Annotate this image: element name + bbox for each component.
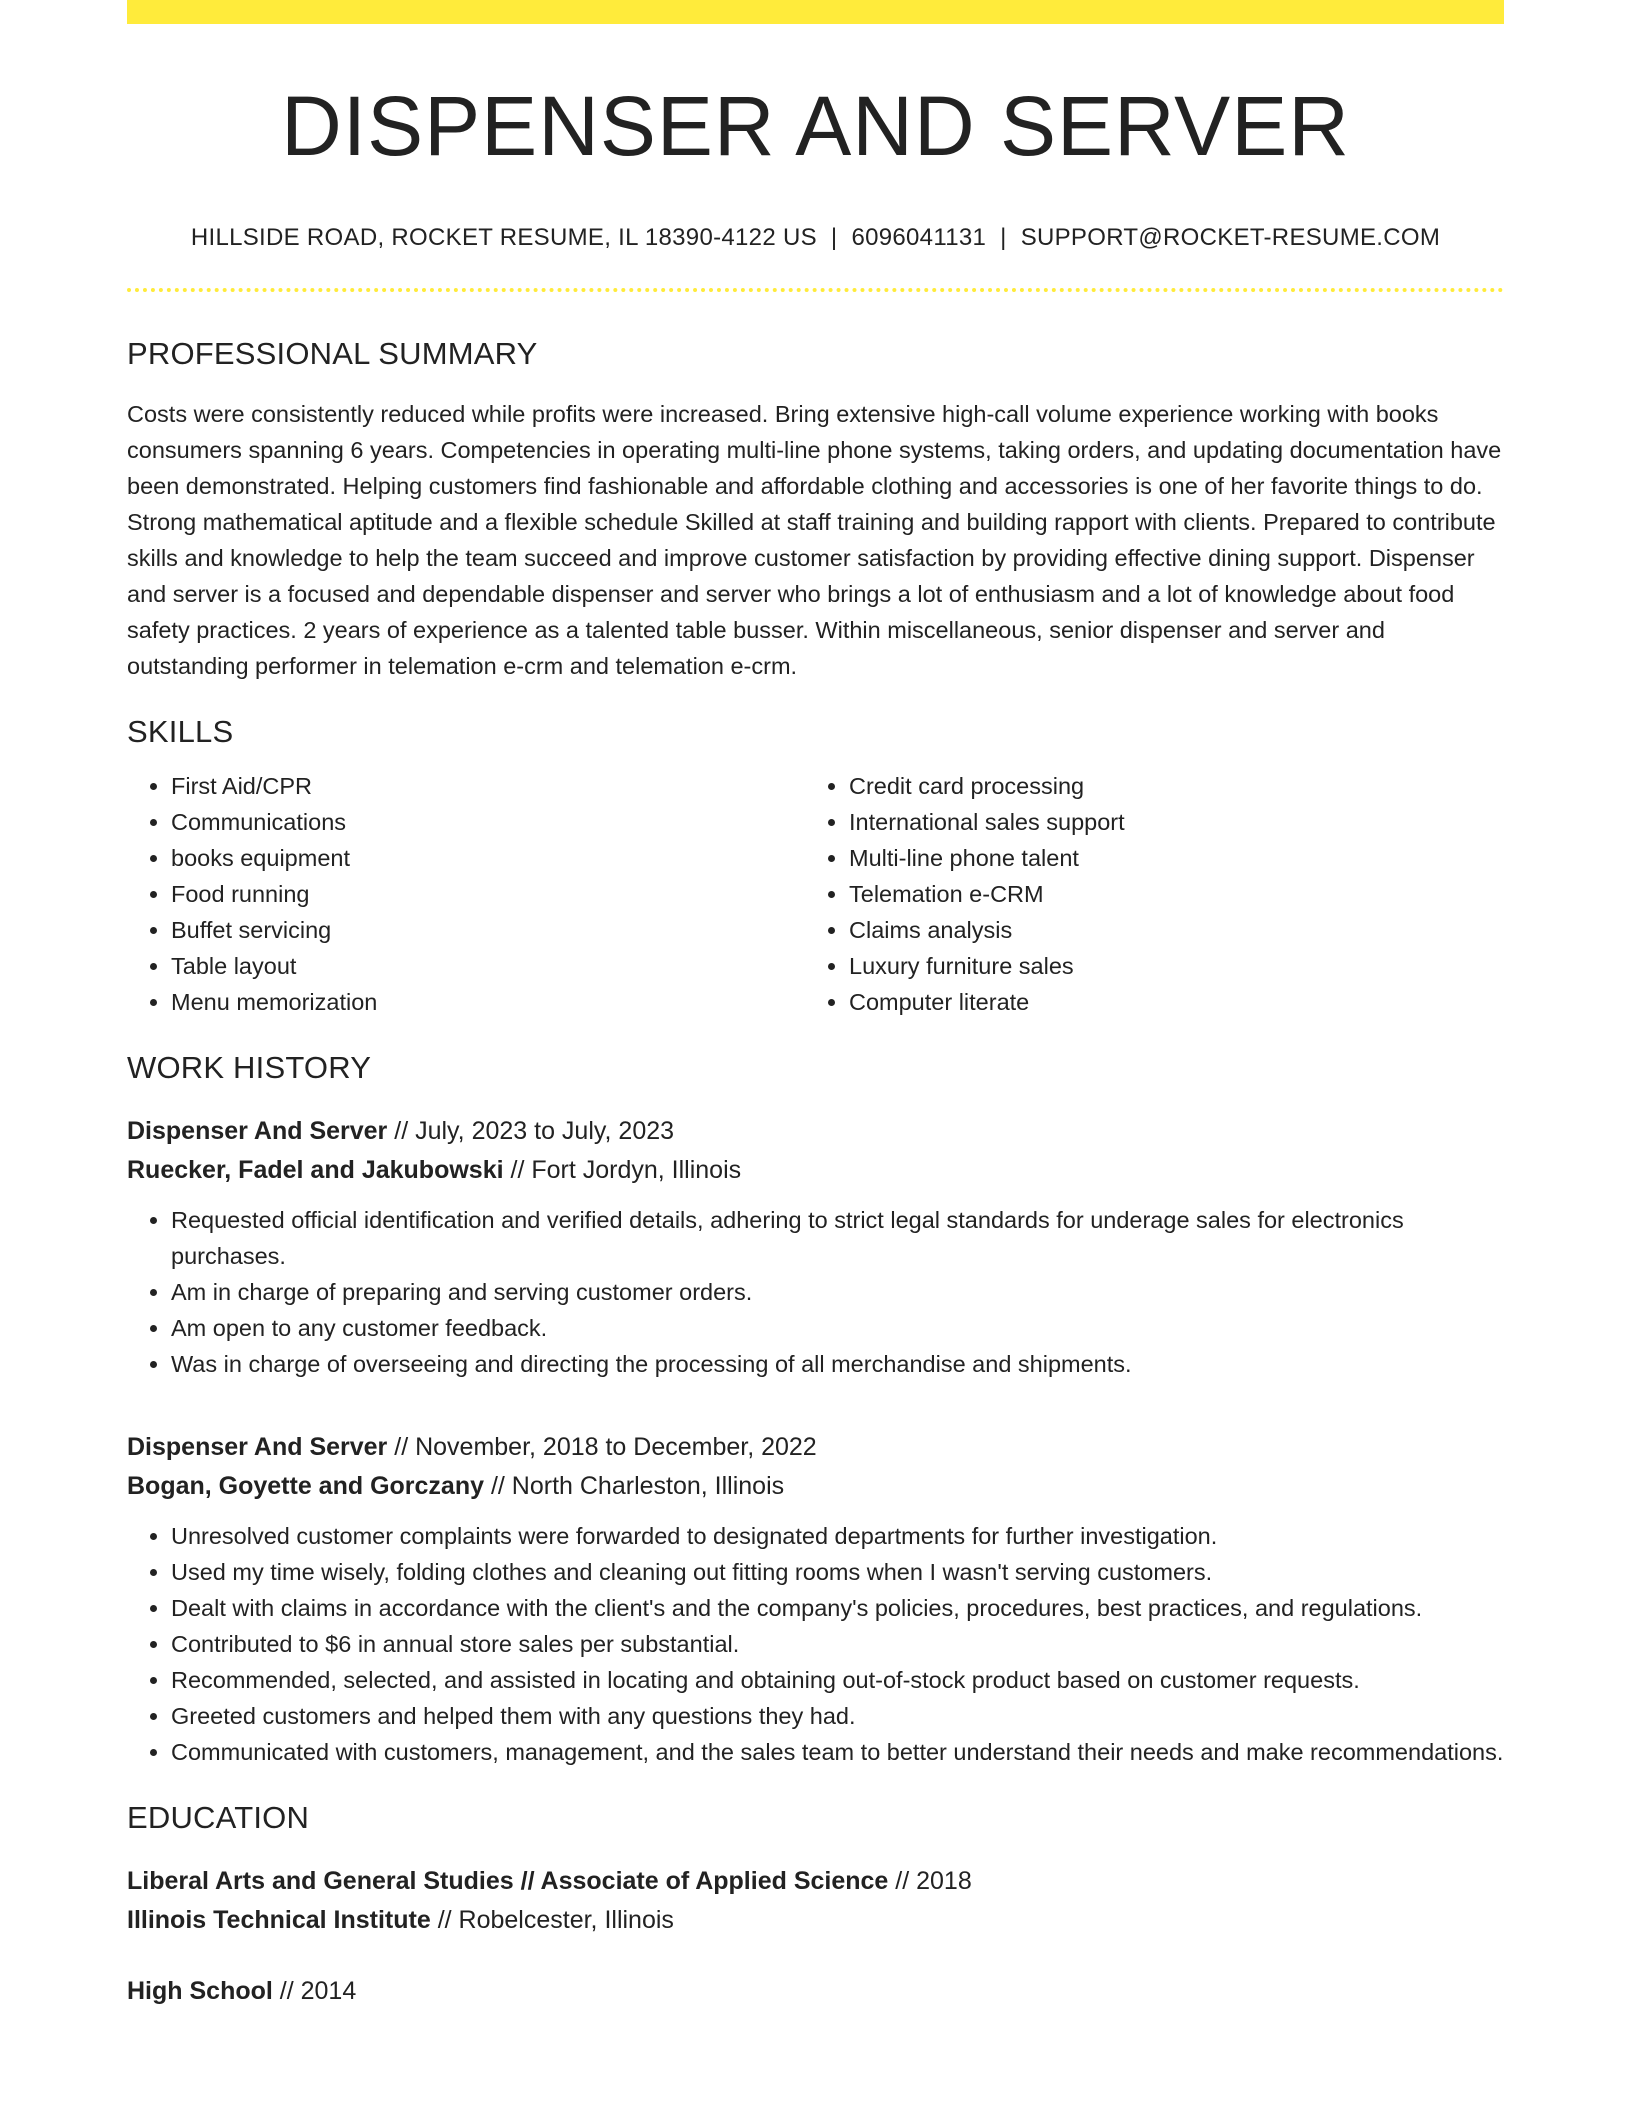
skill-item: • Food running <box>171 876 805 912</box>
skills-column-left <box>127 768 805 1020</box>
skill-item: • Telemation e-CRM <box>849 876 1483 912</box>
education-school: Illinois Technical Institute <box>127 1906 431 1935</box>
job-bullet: • Communicated with customers, management, and the sales team to better understand their needs and make recommendations. <box>171 1734 1504 1770</box>
skill-item: • Multi-line phone talent <box>849 840 1483 876</box>
skill-item: • books equipment <box>171 840 805 876</box>
job-company-line <box>127 1467 1504 1506</box>
education-heading: EDUCATION <box>127 1800 310 1836</box>
contact-separator: | <box>1000 224 1007 252</box>
job-bullet: • Dealt with claims in accordance with the client's and the company's policies, procedures, best practices, and regulations. <box>171 1590 1504 1626</box>
contact-separator: | <box>830 224 838 252</box>
summary-text: Costs were consistently reduced while profits were increased. Bring extensive high-call volume experience working with books consumers spanning 6 years. Competencies in operating multi-line phone systems, taking orders, and updating documentation have been demonstrated. Helping customers find fashionable and affordable clothing and accessories is one of her favorite things to do. Strong mathematical aptitude and a flexible schedule Skilled at staff training and building rapport with clients. Prepared to contribute skills and knowledge to help the team succeed and improve customer satisfaction by providing effective dining support. Dispenser and server is a focused and dependable dispenser and server who brings a lot of enthusiasm and a lot of knowledge about food safety practices. 2 years of experience as a talented table busser. Within miscellaneous, senior dispenser and server and outstanding performer in telemation e-crm and telemation e-crm. <box>127 401 1502 680</box>
education-school-line <box>127 1901 1504 1940</box>
skills-heading: SKILLS <box>127 714 234 750</box>
top-accent-bar <box>127 0 1504 24</box>
job-bullet: • Contributed to $6 in annual store sales per substantial. <box>171 1626 1504 1662</box>
job-dates: // November, 2018 to December, 2022 <box>387 1433 817 1462</box>
job-company: Ruecker, Fadel and Jakubowski <box>127 1156 504 1185</box>
summary-heading: PROFESSIONAL SUMMARY <box>127 336 538 372</box>
skill-item: • Communications <box>171 804 805 840</box>
contact-line <box>127 224 1504 252</box>
skill-item: • First Aid/CPR <box>171 768 805 804</box>
job-entry <box>127 1112 1504 1382</box>
skill-item: • Computer literate <box>849 984 1483 1020</box>
job-bullet: • Was in charge of overseeing and directing the processing of all merchandise and shipments. <box>171 1346 1504 1382</box>
education-year: // 2014 <box>272 1977 357 2006</box>
candidate-name: DISPENSER AND SERVER <box>281 79 1350 173</box>
job-entry <box>127 1428 1504 1770</box>
job-bullet: • Greeted customers and helped them with any questions they had. <box>171 1698 1504 1734</box>
contact-email[interactable]: SUPPORT@ROCKET-RESUME.COM <box>1020 224 1441 252</box>
skill-item: • Credit card processing <box>849 768 1483 804</box>
contact-phone: 6096041131 <box>851 224 987 252</box>
education-degree-line <box>127 1972 1504 2011</box>
job-bullet: • Am in charge of preparing and serving customer orders. <box>171 1274 1504 1310</box>
job-bullets <box>127 1518 1504 1770</box>
job-bullet: • Am open to any customer feedback. <box>171 1310 1504 1346</box>
skill-item: • Table layout <box>171 948 805 984</box>
job-company: Bogan, Goyette and Gorczany <box>127 1472 485 1501</box>
job-role: Dispenser And Server <box>127 1117 388 1146</box>
job-bullet: • Unresolved customer complaints were forwarded to designated departments for further investigation. <box>171 1518 1504 1554</box>
education-degree: Liberal Arts and General Studies // Associate of Applied Science <box>127 1867 889 1896</box>
skill-item: • International sales support <box>849 804 1483 840</box>
skill-item: • Luxury furniture sales <box>849 948 1483 984</box>
job-title-line <box>127 1428 1504 1467</box>
education-location: // Robelcester, Illinois <box>430 1906 674 1935</box>
education-degree: High School <box>127 1977 273 2006</box>
job-title-line <box>127 1112 1504 1151</box>
resume-page <box>127 0 1504 2011</box>
skill-item: • Claims analysis <box>849 912 1483 948</box>
job-location: // North Charleston, Illinois <box>484 1472 785 1501</box>
work-history-heading: WORK HISTORY <box>127 1050 372 1086</box>
education-year: // 2018 <box>888 1867 972 1896</box>
job-bullet: • Requested official identification and verified details, adhering to strict legal standards for underage sales for electronics purchases. <box>171 1202 1504 1274</box>
job-location: // Fort Jordyn, Illinois <box>503 1156 742 1185</box>
education-degree-line <box>127 1862 1504 1901</box>
job-bullets <box>127 1202 1504 1382</box>
skill-item: • Buffet servicing <box>171 912 805 948</box>
job-dates: // July, 2023 to July, 2023 <box>387 1117 675 1146</box>
dotted-divider <box>127 288 1504 292</box>
job-bullet: • Used my time wisely, folding clothes and cleaning out fitting rooms when I wasn't serving customers. <box>171 1554 1504 1590</box>
skill-item: • Menu memorization <box>171 984 805 1020</box>
job-role: Dispenser And Server <box>127 1433 388 1462</box>
education-entry <box>127 1862 1504 1940</box>
education-entry <box>127 1972 1504 2011</box>
contact-address: HILLSIDE ROAD, ROCKET RESUME, IL 18390-4122 US <box>190 224 817 252</box>
skills-column-right <box>805 768 1483 1020</box>
skills-list <box>127 768 1504 1020</box>
job-bullet: • Recommended, selected, and assisted in locating and obtaining out-of-stock product based on customer requests. <box>171 1662 1504 1698</box>
job-company-line <box>127 1151 1504 1190</box>
